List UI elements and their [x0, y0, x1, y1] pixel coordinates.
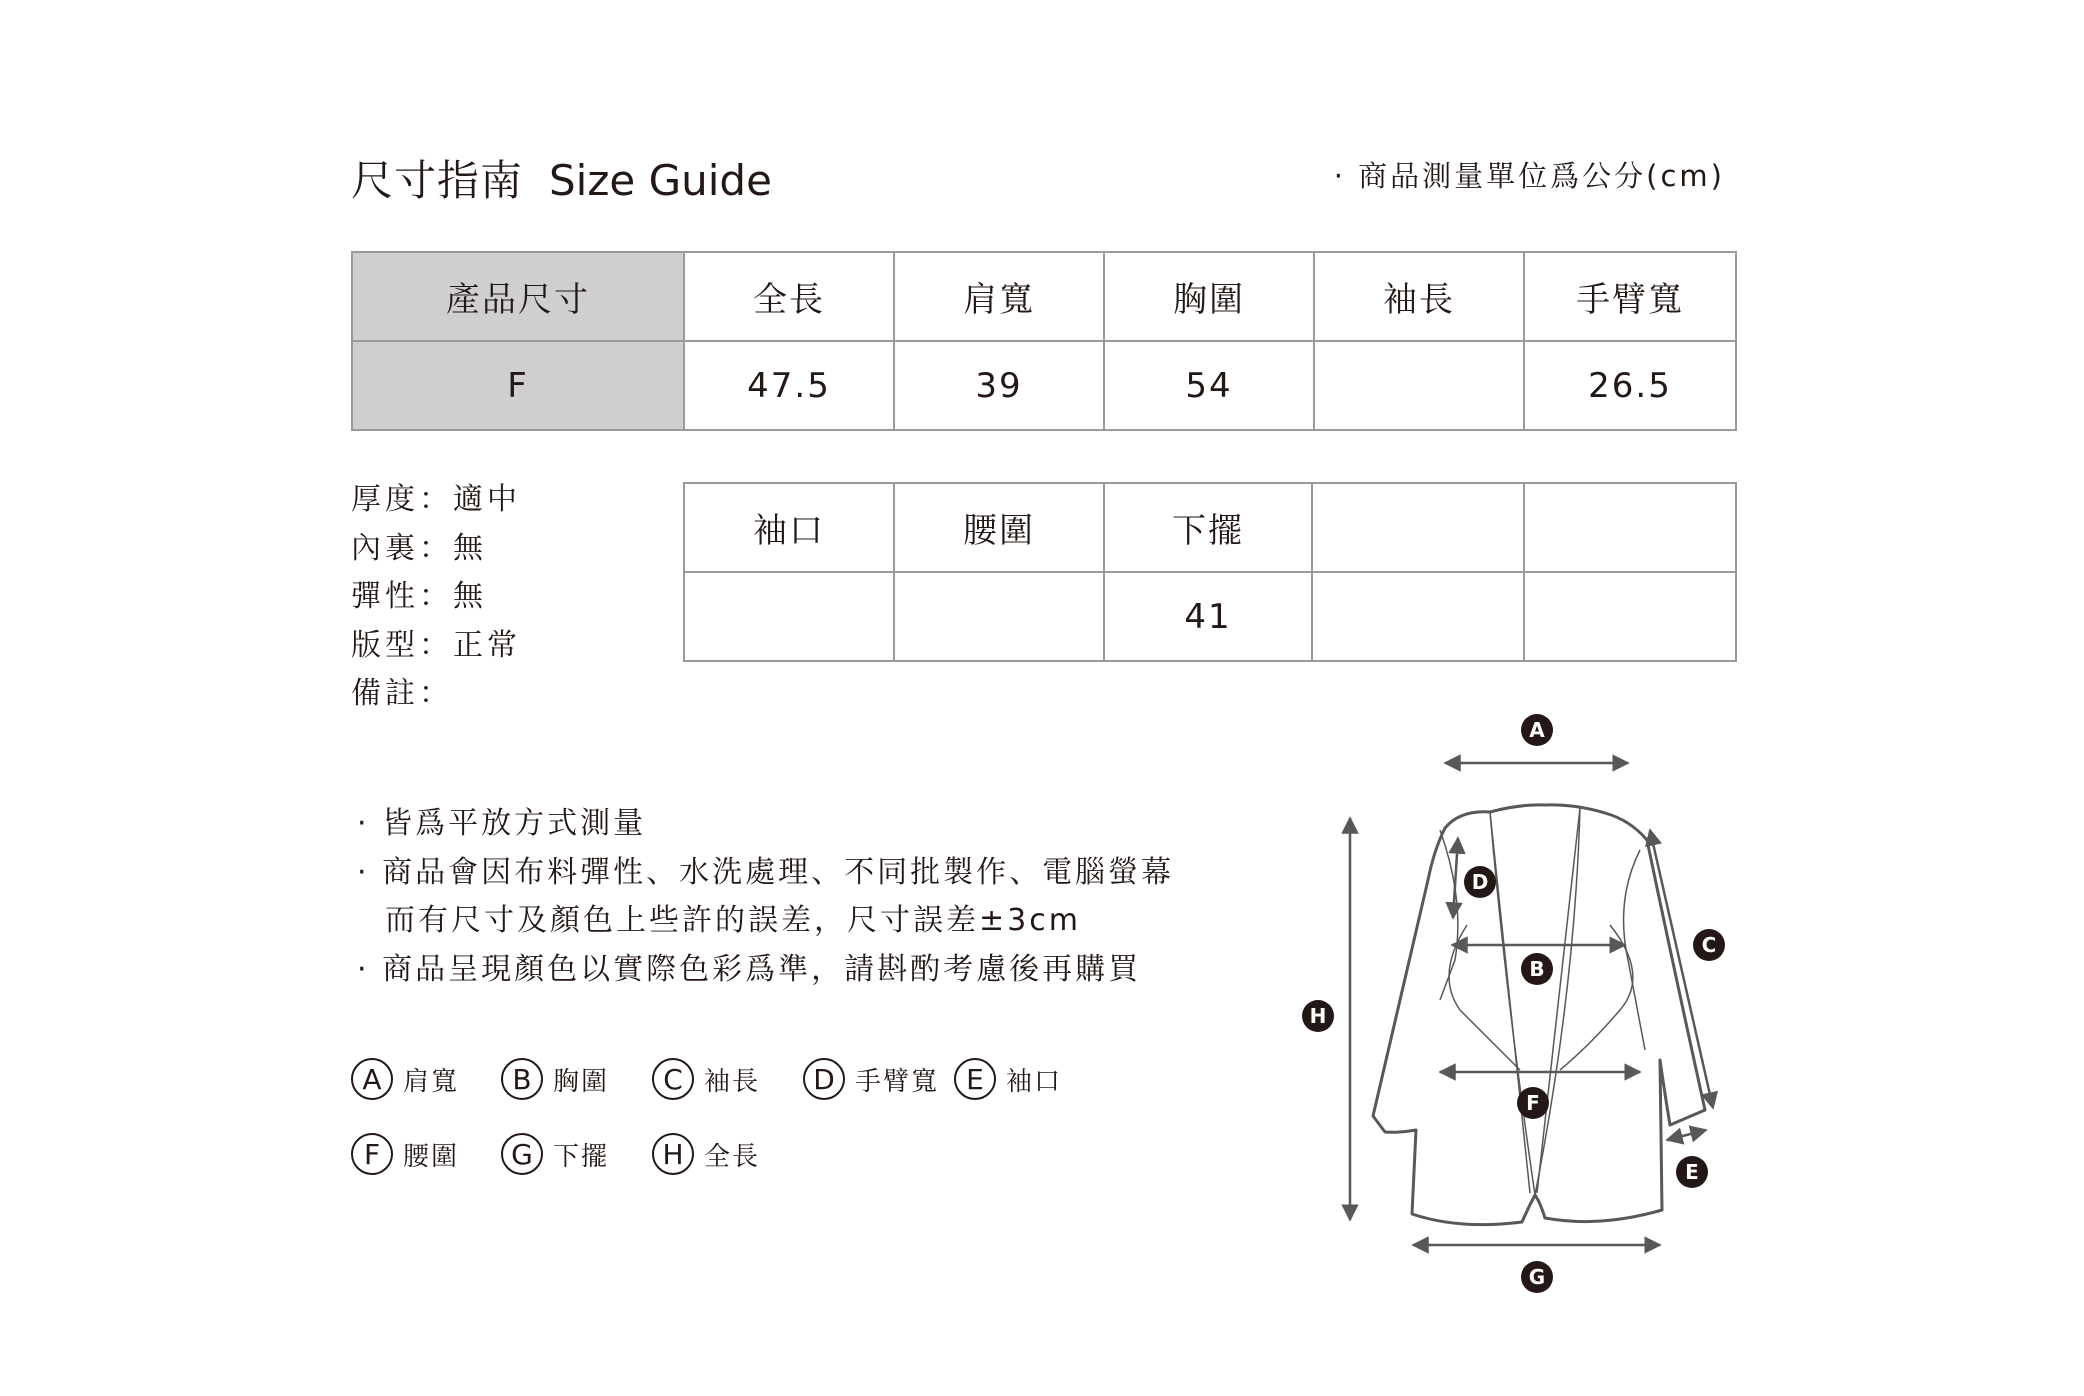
header-cell-arm-width: 手臂寬 [1524, 252, 1736, 341]
header-cell-length: 全長 [684, 252, 894, 341]
badge-h [1302, 1000, 1334, 1032]
legend-letter-d: D [803, 1058, 845, 1100]
header-cell-sleeve: 袖長 [1314, 252, 1524, 341]
spec-thickness: 厚度：適中 [351, 482, 521, 517]
legend-item-g [501, 1133, 609, 1175]
cell-sleeve-value [1314, 341, 1524, 430]
badge-f-letter: F [1526, 1091, 1540, 1115]
measurement-notes [357, 800, 1174, 994]
legend-item-f [351, 1133, 459, 1175]
cell-cuff-value [684, 572, 894, 661]
sub-table-row [684, 572, 1736, 661]
note-variance: · 商品會因布料彈性、水洗處理、不同批製作、電腦螢幕 [357, 854, 1175, 890]
badge-b [1521, 953, 1553, 985]
header-cell-hem: 下擺 [1104, 483, 1312, 572]
cell-size-value: F [352, 341, 684, 430]
badge-e-letter: E [1685, 1160, 1699, 1184]
cell-empty-value-1 [1312, 572, 1524, 661]
title-en: Size Guide [549, 156, 772, 205]
garment-outline [1373, 805, 1705, 1225]
note-variance-cont: 而有尺寸及顏色上些許的誤差，尺寸誤差±3cm [385, 903, 1081, 938]
header-cell-chest: 胸圍 [1104, 252, 1314, 341]
sub-table-header-row [684, 483, 1736, 572]
badge-a [1521, 714, 1553, 746]
legend-label-g: 下擺 [553, 1141, 610, 1172]
page-title [351, 148, 772, 208]
legend-letter-g: G [501, 1133, 543, 1175]
badge-e [1676, 1156, 1708, 1188]
legend-letter-f: F [351, 1133, 393, 1175]
header-cell-empty-1 [1312, 483, 1524, 572]
title-zh: 尺寸指南 [351, 156, 524, 205]
spec-lining: 內裏：無 [351, 530, 487, 566]
badge-d-letter: D [1471, 870, 1489, 894]
size-table-header-row [352, 252, 1736, 341]
legend-label-a: 肩寬 [403, 1066, 460, 1097]
legend-letter-b: B [501, 1058, 543, 1100]
header-cell-shoulder: 肩寬 [894, 252, 1104, 341]
legend-label-e: 袖口 [1006, 1066, 1063, 1097]
badge-d [1464, 866, 1496, 898]
size-table [351, 251, 1737, 431]
spec-remarks: 備註： [351, 676, 453, 711]
note-color: · 商品呈現顏色以實際色彩爲準，請斟酌考慮後再購買 [357, 951, 1142, 987]
badge-b-letter: B [1529, 957, 1545, 981]
header-cell-waist: 腰圍 [894, 483, 1104, 572]
badge-f [1517, 1087, 1549, 1119]
cell-shoulder-value: 39 [894, 341, 1104, 430]
garment-inner-lines [1440, 808, 1645, 1195]
cell-waist-value [894, 572, 1104, 661]
arrow-e-cuff [1667, 1130, 1706, 1140]
legend-item-d [803, 1058, 939, 1100]
sub-size-table [683, 482, 1737, 662]
legend-label-b: 胸圍 [553, 1066, 610, 1097]
header-cell-size: 產品尺寸 [352, 252, 684, 341]
legend-item-e [954, 1058, 1062, 1100]
note-flat-measure: · 皆爲平放方式測量 [357, 806, 647, 841]
legend-item-c [652, 1058, 760, 1100]
badge-c-letter: C [1701, 933, 1717, 957]
legend-letter-e: E [954, 1058, 996, 1100]
legend-item-h [652, 1133, 760, 1175]
legend-letter-a: A [351, 1058, 393, 1100]
cell-arm-width-value: 26.5 [1524, 341, 1736, 430]
legend-label-d: 手臂寬 [855, 1066, 940, 1097]
spec-fit: 版型：正常 [351, 627, 521, 663]
legend-letter-c: C [652, 1058, 694, 1100]
legend-letter-h: H [652, 1133, 694, 1175]
cell-chest-value: 54 [1104, 341, 1314, 430]
badge-a-letter: A [1529, 718, 1545, 742]
legend-label-f: 腰圍 [403, 1141, 460, 1172]
legend-label-h: 全長 [704, 1141, 761, 1172]
size-table-row [352, 341, 1736, 430]
spec-list [351, 476, 521, 719]
cell-empty-value-2 [1524, 572, 1736, 661]
legend-item-a [351, 1058, 459, 1100]
legend-label-c: 袖長 [704, 1066, 761, 1097]
cell-length-value: 47.5 [684, 341, 894, 430]
badge-c [1693, 929, 1725, 961]
legend-item-b [501, 1058, 609, 1100]
header-cell-cuff: 袖口 [684, 483, 894, 572]
cell-hem-value: 41 [1104, 572, 1312, 661]
garment-measurement-diagram [1280, 700, 1760, 1320]
unit-note: · 商品測量單位爲公分(cm) [1333, 159, 1725, 193]
spec-elasticity: 彈性：無 [351, 579, 487, 614]
badge-h-letter: H [1309, 1004, 1327, 1028]
header-cell-empty-2 [1524, 483, 1736, 572]
badge-g-letter: G [1528, 1265, 1546, 1289]
badge-g [1521, 1261, 1553, 1293]
